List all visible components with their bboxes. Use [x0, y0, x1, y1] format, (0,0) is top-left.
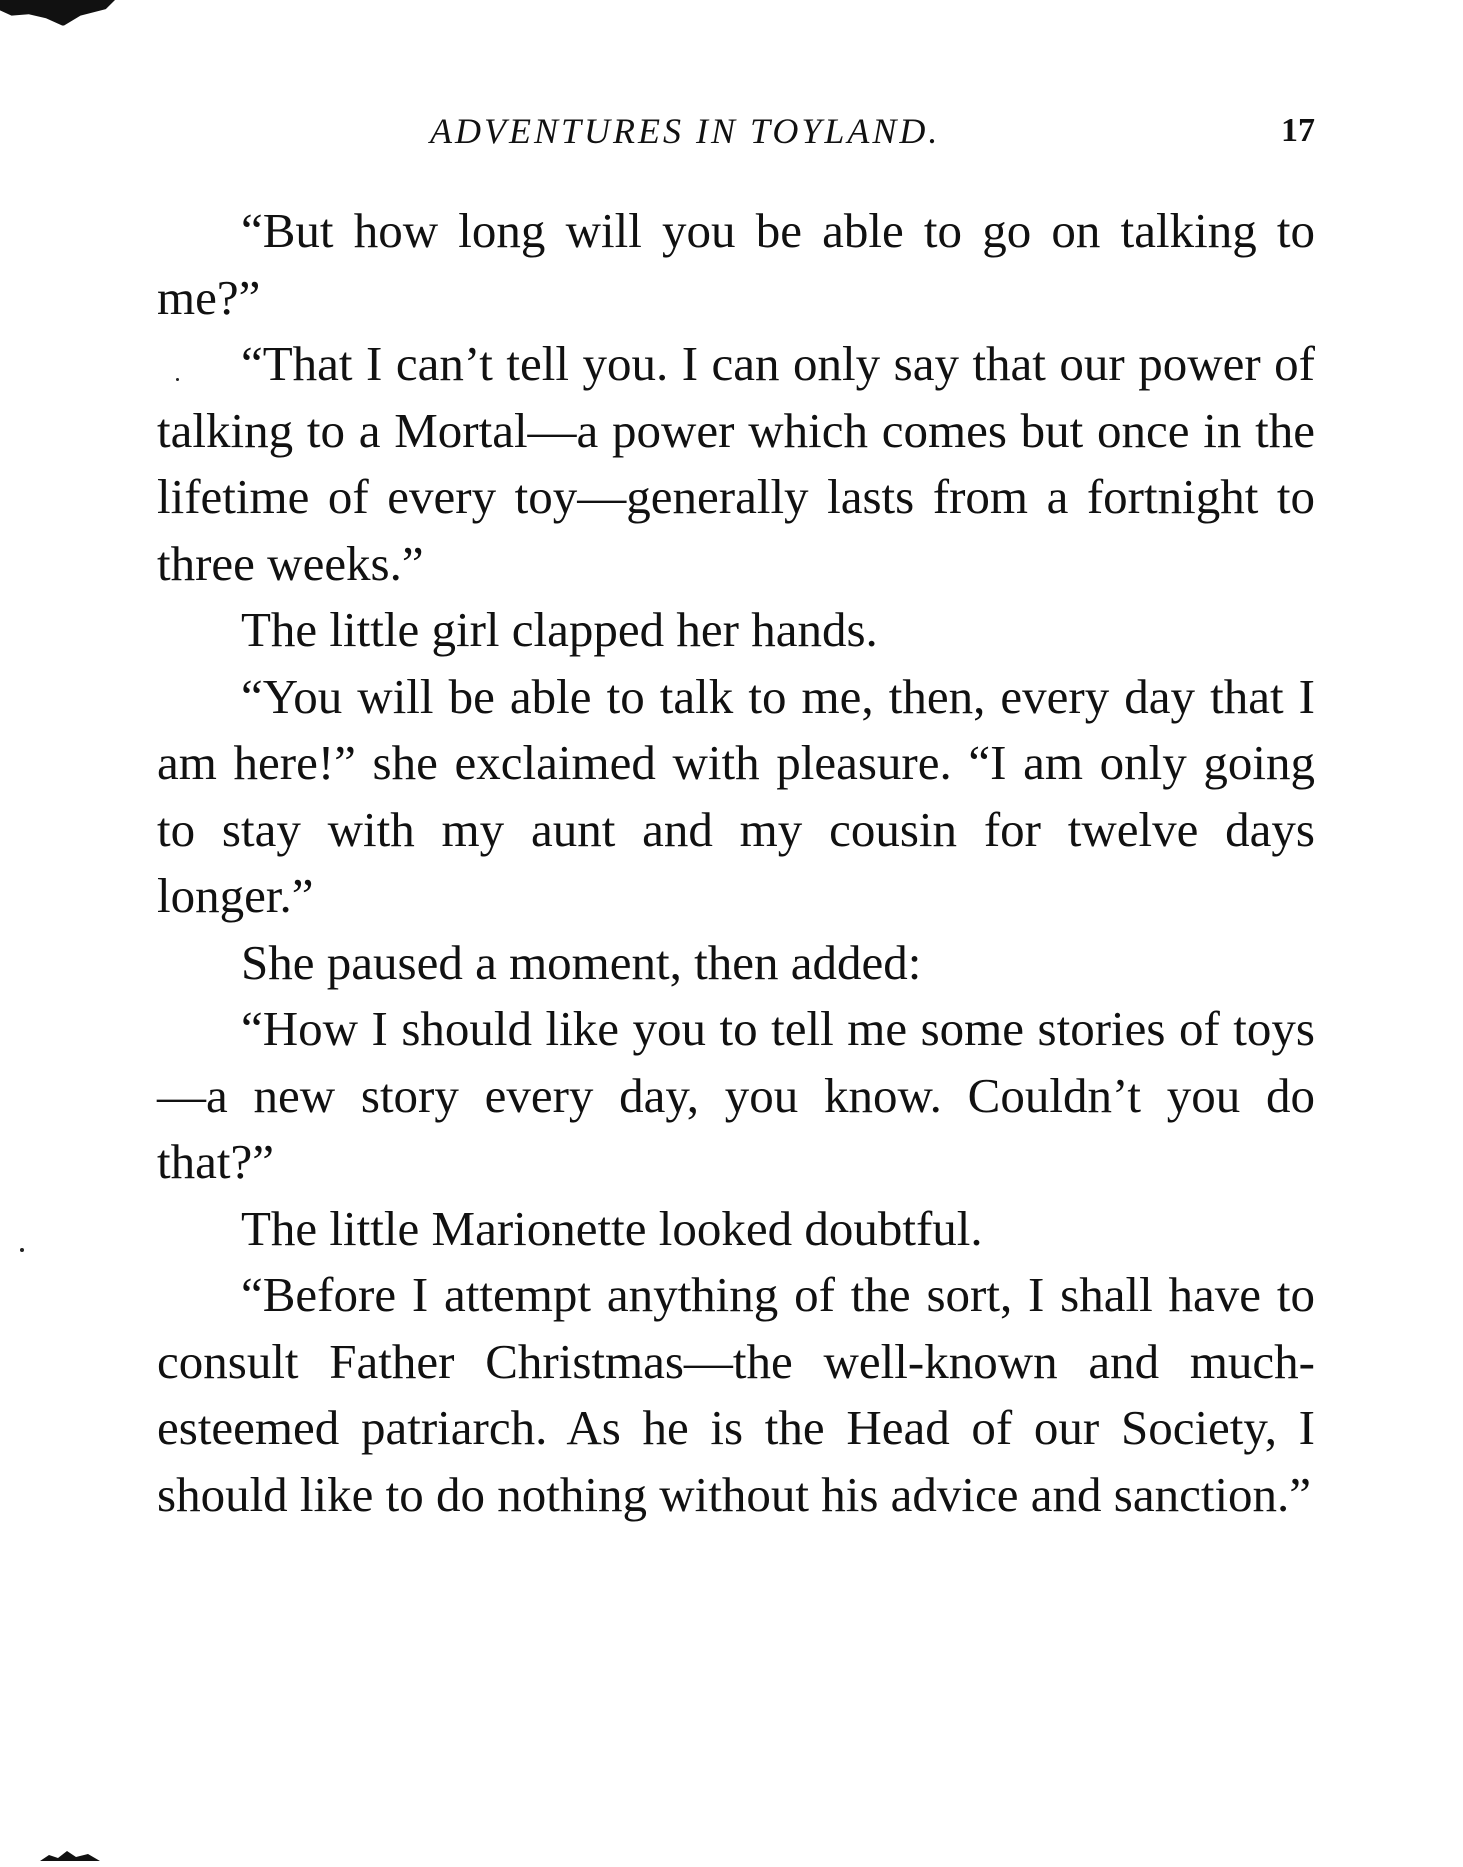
paragraph: “You will be able to talk to me, then, every day that I am here!” she exclaimed with pleasure. “I am only going to stay with my aunt and my cousin for twelve days longer.” [157, 668, 1315, 923]
ink-smudge-bottom [40, 1851, 100, 1861]
page-number: 17 [1281, 112, 1315, 149]
paragraph: She paused a moment, then added: [241, 934, 922, 990]
paragraph: The little Marionette looked doubtful. [241, 1200, 983, 1256]
running-title: ADVENTURES IN TOYLAND. [430, 111, 941, 151]
ink-smudge-top [0, 0, 115, 26]
ink-speck [20, 1248, 24, 1252]
page-header [160, 110, 1315, 160]
paragraph: “Before I attempt anything of the sort, I shall have to consult Father Christmas—the well-known and much-esteemed patriarch. As he is the Head of our Society, I should like to do nothing without his advice and sanction.” [157, 1267, 1315, 1522]
paragraph: “How I should like you to tell me some stories of toys—a new story every day, you know. Couldn’t you do that?” [157, 1001, 1315, 1189]
paragraph: The little girl clapped her hands. [241, 602, 878, 657]
paragraph: “But how long will you be able to go on talking to me?” [157, 203, 1315, 325]
paragraph: “That I can’t tell you. I can only say that our power of talking to a Mortal—a power which comes but once in the lifetime of every toy—generally lasts from a fortnight to three weeks.” [157, 336, 1315, 591]
body-text [157, 198, 1315, 1668]
